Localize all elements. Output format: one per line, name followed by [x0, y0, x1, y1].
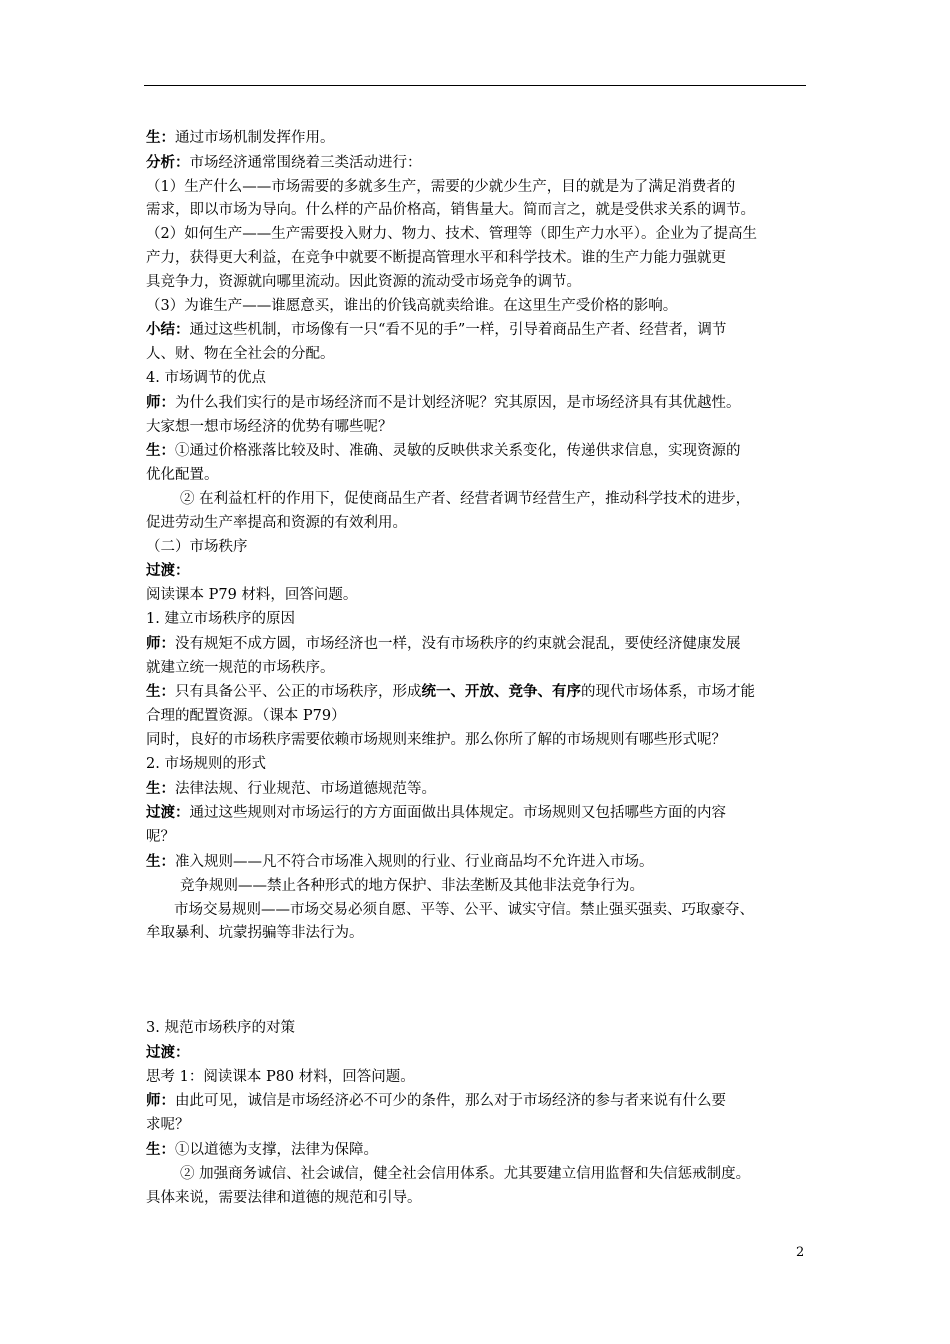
- speaker-label: 过渡：: [146, 1043, 190, 1061]
- text-line: [146, 1138, 810, 1163]
- line-text: 人、财、物在全社会的分配。: [146, 346, 335, 363]
- line-text: 法律法规、行业规范、市场道德规范等。: [175, 780, 436, 797]
- text-line: [146, 343, 810, 367]
- line-text: 产力，获得更大利益，在竞争中就要不断提高管理水平和科学技术。谁的生产力能力强就更: [146, 249, 726, 266]
- line-text: 通过这些规则对市场运行的方方面面做出具体规定。市场规则又包括哪些方面的内容: [189, 805, 726, 822]
- text-line: [146, 536, 810, 560]
- line-text: 由此可见，诚信是市场经济必不可少的条件，那么对于市场经济的参与者来说有什么要: [175, 1093, 726, 1110]
- text-line: [146, 318, 810, 343]
- text-line: [146, 826, 810, 850]
- text-line: [146, 801, 810, 826]
- line-text: 准入规则——凡不符合市场准入规则的行业、行业商品均不允许进入市场。: [175, 853, 654, 870]
- text-line: [146, 777, 810, 802]
- line-text: 为什么我们实行的是市场经济而不是计划经济呢？究其原因，是市场经济具有其优越性。: [175, 394, 741, 411]
- text-line: [146, 850, 810, 875]
- header-rule: [144, 85, 806, 86]
- text-line: [146, 464, 810, 488]
- line-text: 市场经济通常围绕着三类活动进行：: [189, 154, 422, 171]
- line-text: ② 在利益杠杆的作用下，促使商品生产者、经营者调节经营生产，推动科学技术的进步，: [180, 490, 751, 507]
- text-line: [146, 247, 810, 271]
- line-text-continued: 的现代市场体系，市场才能: [581, 684, 755, 701]
- line-text: 同时，良好的市场秩序需要依赖市场规则来维护。那么你所了解的市场规则有哪些形式呢？: [146, 731, 726, 748]
- text-line: [146, 271, 810, 295]
- text-line: [146, 512, 810, 536]
- speaker-label: 分析：: [146, 153, 190, 171]
- blank-gap: [146, 946, 810, 1017]
- text-line: [146, 367, 810, 391]
- line-text: 就建立统一规范的市场秩序。: [146, 659, 335, 676]
- text-line: [146, 608, 810, 632]
- speaker-label: 生：: [146, 442, 175, 460]
- speaker-label: 小结：: [146, 321, 190, 339]
- text-line: [146, 1114, 810, 1138]
- line-text: 3. 规范市场秩序的对策: [146, 1020, 295, 1037]
- text-line: [146, 753, 810, 777]
- text-line: [146, 488, 810, 512]
- document-body: [146, 126, 810, 1210]
- text-line: [146, 1041, 810, 1066]
- line-text: 2. 市场规则的形式: [146, 755, 266, 772]
- line-text: 需求，即以市场为导向。什么样的产品价格高，销售量大。简而言之，就是受供求关系的调节。: [146, 202, 755, 219]
- text-line: [146, 922, 810, 946]
- line-text: （3）为谁生产——谁愿意买，谁出的价钱高就卖给谁。在这里生产受价格的影响。: [146, 297, 678, 314]
- text-line: [146, 1089, 810, 1114]
- speaker-label: 生：: [146, 779, 175, 797]
- text-line: [146, 657, 810, 681]
- text-line: [146, 295, 810, 319]
- line-text: 优化配置。: [146, 467, 219, 484]
- text-line: [146, 439, 810, 464]
- line-text: 通过这些机制，市场像有一只“看不见的手”一样，引导着商品生产者、经营者，调节: [189, 322, 727, 339]
- speaker-label: 生：: [146, 683, 175, 701]
- line-text: ①通过价格涨落比较及时、准确、灵敏的反映供求关系变化，传递供求信息，实现资源的: [175, 443, 741, 460]
- line-text: 4. 市场调节的优点: [146, 369, 266, 386]
- line-text: 思考 1：阅读课本 P80 材料，回答问题。: [146, 1068, 415, 1085]
- text-line: [146, 875, 810, 899]
- text-line: [146, 680, 810, 705]
- speaker-label: 生：: [146, 1141, 175, 1159]
- line-text: 通过市场机制发挥作用。: [175, 130, 335, 146]
- line-text: （2）如何生产——生产需要投入财力、物力、技术、管理等（即生产力水平）。企业为了提高生: [146, 226, 757, 243]
- text-line: [146, 151, 810, 176]
- line-text: （二）市场秩序: [146, 538, 248, 555]
- text-line: [146, 199, 810, 223]
- line-text: 呢？: [146, 829, 175, 846]
- line-text: 没有规矩不成方圆，市场经济也一样，没有市场秩序的约束就会混乱，要使经济健康发展: [175, 635, 741, 652]
- line-text: 具竞争力，资源就向哪里流动。因此资源的流动受市场竞争的调节。: [146, 273, 581, 290]
- speaker-label: 过渡：: [146, 562, 190, 580]
- line-text: ② 加强商务诚信、社会诚信，健全社会信用体系。尤其要建立信用监督和失信惩戒制度。: [180, 1165, 751, 1182]
- text-line: [146, 391, 810, 416]
- text-line: [146, 705, 810, 729]
- line-text: （1）生产什么——市场需要的多就多生产，需要的少就少生产，目的就是为了满足消费者的: [146, 178, 736, 195]
- text-line: [146, 584, 810, 608]
- speaker-label: 过渡：: [146, 804, 190, 822]
- text-line: [146, 126, 810, 151]
- speaker-label: 师：: [146, 393, 175, 411]
- text-line: [146, 899, 810, 923]
- line-text: 求呢？: [146, 1117, 190, 1134]
- text-line: [146, 416, 810, 440]
- text-line: [146, 1163, 810, 1187]
- emphasis-text: 统一、开放、竞争、有序: [421, 683, 581, 701]
- line-text: 市场交易规则——市场交易必须自愿、平等、公平、诚实守信。禁止强买强卖、巧取豪夺、: [174, 901, 754, 918]
- line-text: 大家想一想市场经济的优势有哪些呢？: [146, 418, 393, 435]
- text-line: [146, 1017, 810, 1041]
- line-text: 牟取暴利、坑蒙拐骗等非法行为。: [146, 925, 364, 942]
- text-line: [146, 223, 810, 247]
- speaker-label: 生：: [146, 852, 175, 870]
- text-line: [146, 559, 810, 584]
- text-line: [146, 1187, 810, 1211]
- speaker-label: 师：: [146, 1092, 175, 1110]
- line-text: 竞争规则——禁止各种形式的地方保护、非法垄断及其他非法竞争行为。: [180, 877, 644, 894]
- text-line: [146, 176, 810, 200]
- text-line: [146, 632, 810, 657]
- line-text: 具体来说，需要法律和道德的规范和引导。: [146, 1189, 422, 1206]
- line-text: 只有具备公平、公正的市场秩序，形成: [175, 684, 422, 701]
- line-text: 1. 建立市场秩序的原因: [146, 610, 295, 627]
- line-text: ①以道德为支撑，法律为保障。: [175, 1142, 378, 1159]
- text-line: [146, 1066, 810, 1090]
- line-text: 促进劳动生产率提高和资源的有效利用。: [146, 514, 407, 531]
- page-number: 2: [796, 1245, 805, 1260]
- line-text: 阅读课本 P79 材料，回答问题。: [146, 587, 358, 604]
- line-text: 合理的配置资源。（课本 P79）: [146, 708, 346, 725]
- speaker-label: 师：: [146, 634, 175, 652]
- text-line: [146, 729, 810, 753]
- speaker-label: 生：: [146, 129, 175, 146]
